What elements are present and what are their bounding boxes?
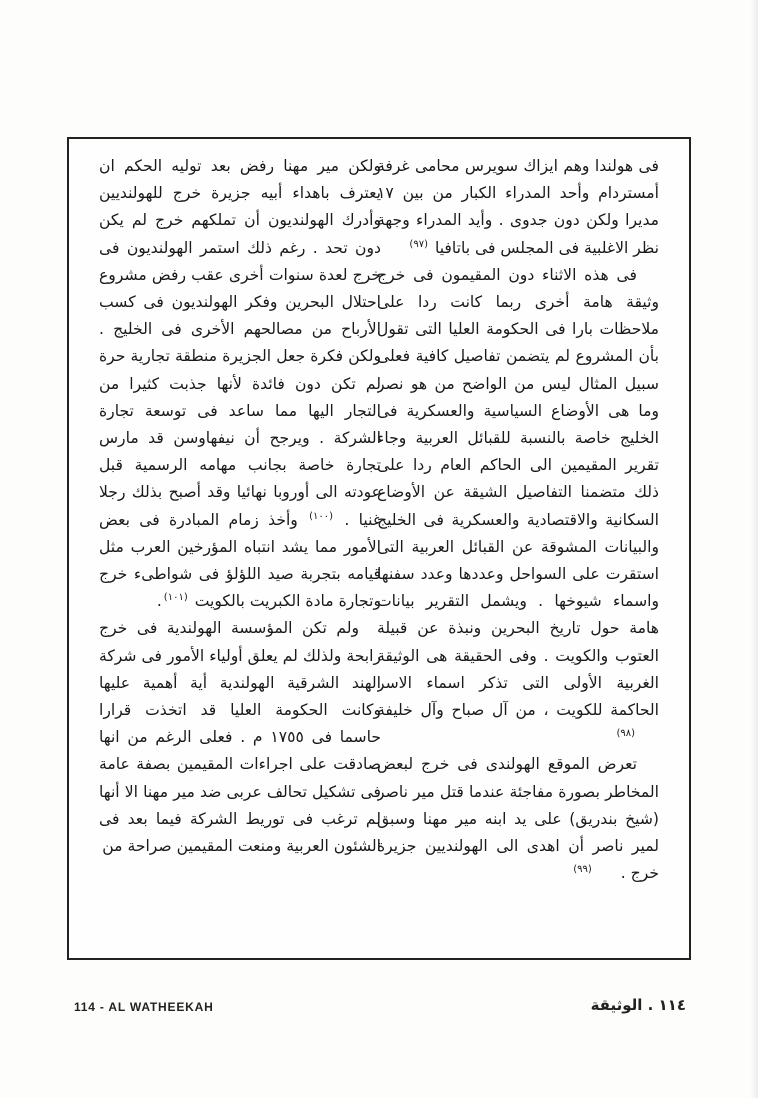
- footnote-ref: (٩٨): [616, 728, 635, 740]
- paragraph-text: فى هولندا وهم ايزاك سويرس محامى غرفة أمستردام وأحد المدراء الكبار من بين ١٧ مديرا ولكن دون جدوى . وأيد المدراء وجهة نظر الاغلبية فى المجلس فى باتافيا: [377, 157, 659, 257]
- footnote-ref: (٩٧): [409, 238, 428, 250]
- paragraph-text: ولم تكن المؤسسة الهولندية فى خرج رابحة ولذلك لم يعلق أولياء الأمور فى شركة الهند الشرقية الهولندية أية أهمية عليها وكانت الحكومة العليا قد اتخذت قرارا حاسما فى ١٧٥٥ م . فعلى الرغم من انها صادقت على اجراءات المقيمين بصفة عامة فى تشكيل تحالف عربى ضد مير مهنا الا أنها لم ترغب فى توريط الشركة فيما بعد فى الشئون العربية ومنعت المقيمين صراحة من: [99, 619, 381, 856]
- page-footer-arabic: ١١٤ . الوثيقة: [590, 996, 686, 1014]
- paragraph: [377, 262, 659, 752]
- footnote-ref: (١٠١): [163, 592, 188, 604]
- article-frame: [67, 137, 691, 960]
- paragraph: [377, 153, 659, 262]
- paragraph: [99, 615, 381, 860]
- paragraph: ولكن مير مهنا رفض بعد توليه الحكم ان يعترف باهداء أبيه جزيرة خرج للهولنديين وأدرك الهولنديون أن تملكهم خرج لم يكن دون تحد . رغم ذلك استمر الهولنديون فى خرج لعدة سنوات أخرى عقب رفض مشروع احتلال البحرين وفكر الهولنديون فى كسب الأرباح من مصالحهم الأخرى فى الخليج . ولكن فكرة جعل الجزيرة منطقة تجارية حرة لم تكن دون فائدة لأنها جذبت كثيرا من التجار اليها مما ساعد فى توسعة تجارة الشركة . ويرجح أن نيفهاوسن قد مارس تجارة خاصة بجانب مهامه الرسمية قبل عودته الى أوروبا نهائيا وقد أصبح بذلك رجلا غنيا . (١٠٠) وأخذ زمام المبادرة فى بعض الأمور مما يشد انتباه المؤرخين العرب مثل قيامه بتجربة صيد اللؤلؤ فى شواطىء خرج وتجارة مادة الكبريت بالكويت (١٠١).: [99, 157, 381, 611]
- right-text-column: [377, 153, 659, 953]
- paragraph-text: ولكن مير مهنا رفض بعد توليه الحكم ان يعترف باهداء أبيه جزيرة خرج للهولنديين وأدرك الهولنديون أن تملكهم خرج لم يكن دون تحد . رغم ذلك استمر الهولنديون فى خرج لعدة سنوات أخرى عقب رفض مشروع احتلال البحرين وفكر الهولنديون فى كسب الأرباح من مصالحهم الأخرى فى الخليج . ولكن فكرة جعل الجزيرة منطقة تجارية حرة لم تكن دون فائدة لأنها جذبت كثيرا من التجار اليها مما ساعد فى توسعة تجارة الشركة . ويرجح أن نيفهاوسن قد مارس تجارة خاصة بجانب مهامه الرسمية قبل عودته الى أوروبا نهائيا وقد أصبح بذلك رجلا غنيا .: [99, 157, 381, 529]
- scan-edge-shadow: [750, 0, 758, 1098]
- paragraph-text: وأخذ زمام المبادرة فى بعض الأمور مما يشد انتباه المؤرخين العرب مثل قيامه بتجربة صيد اللؤلؤ فى شواطىء خرج وتجارة مادة الكبريت بالكويت: [99, 510, 381, 611]
- left-text-column: [99, 153, 381, 953]
- paragraph-text: فى هذه الاثناء دون المقيمون فى خرج وثيقة هامة أخرى ربما كانت ردا على ملاحظات بارا فى الحكومة العليا التى تقول بأن المشروع لم يتضمن تفاصيل كافية فعلى سبيل المثال ليس من الواضح من هو نصر وما هى الأوضاع السياسية والعسكرية فى الخليج خاصة بالنسبة للقبائل العربية وجاء تقرير المقيمين الى الحاكم العام ردا على ذلك متضمنا التفاصيل الشيقة عن الأوضاع السكانية والاقتصادية والعسكرية فى الخليج والبيانات المشوقة عن القبائل العربية التى استقرت على السواحل وعددها وعدد سفنها واسماء شيوخها . ويشمل التقرير بيانات هامة حول تاريخ البحرين ونبذة عن قبيلة العتوب والكويت . وفى الحقيقة هى الوثيقة الغربية الأولى التى تذكر اسماء الاسر الحاكمة للكويت ، من آل صباح وآل خليفة: [377, 265, 659, 720]
- footnote-ref: (١٠٠): [309, 510, 334, 522]
- paragraph-text: تعرض الموقع الهولندى فى خرج لبعض المخاطر بصورة مفاجئة عندما قتل مير ناصر (شيخ بندريق) على يد ابنه مير مهنا وسبق لمير ناصر أن اهدى الى الهولنديين جزيرة خرج .: [377, 755, 659, 883]
- paragraph: [377, 751, 659, 887]
- page-footer-english: 114 - AL WATHEEKAH: [74, 1000, 214, 1014]
- footnote-ref: (٩٩): [573, 864, 592, 876]
